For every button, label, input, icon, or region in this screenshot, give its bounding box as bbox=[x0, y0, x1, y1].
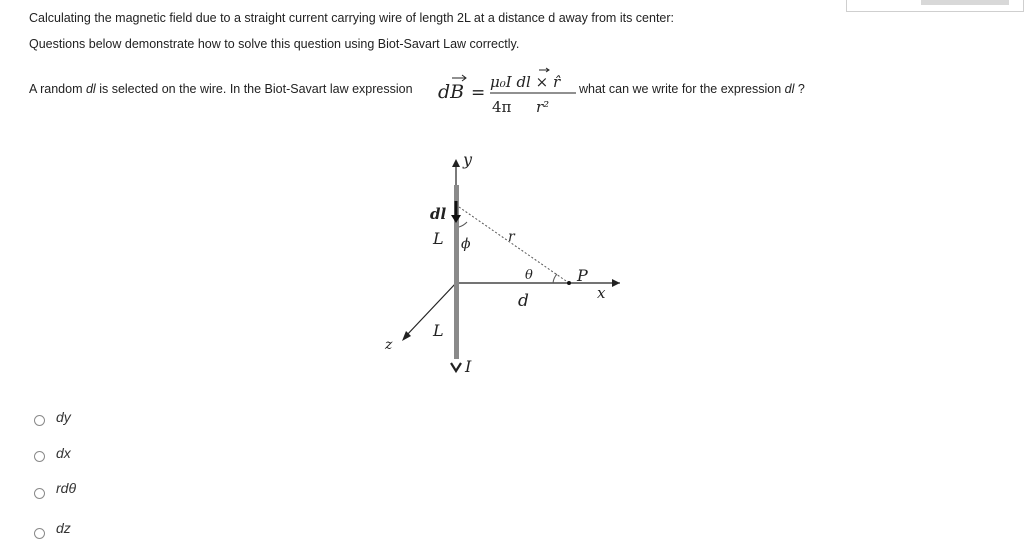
label-d: d bbox=[518, 291, 529, 311]
label-l-top: L bbox=[433, 229, 444, 248]
radio-button[interactable] bbox=[34, 488, 45, 499]
theta-arc bbox=[553, 274, 557, 283]
current-arrow-icon bbox=[451, 363, 461, 371]
label-z: z bbox=[385, 337, 393, 353]
option-label[interactable]: dx bbox=[56, 445, 71, 461]
question-prompt bbox=[29, 82, 413, 96]
option-label[interactable]: dy bbox=[56, 409, 71, 425]
radio-button[interactable] bbox=[34, 415, 45, 426]
z-axis bbox=[405, 283, 456, 337]
biot-savart-formula bbox=[436, 66, 581, 120]
y-axis-arrow-icon bbox=[452, 159, 460, 167]
formula-denominator-right: r² bbox=[536, 98, 550, 116]
label-dl: dl bbox=[430, 205, 447, 223]
dl-arrow-icon bbox=[451, 215, 461, 223]
radio-button[interactable] bbox=[34, 451, 45, 462]
option-label[interactable]: rdθ bbox=[56, 480, 77, 496]
prompt2-text-before: what can we write for the expression bbox=[579, 82, 785, 96]
question-prompt-continued bbox=[579, 82, 805, 96]
answer-option[interactable] bbox=[34, 520, 154, 540]
option-label[interactable]: dz bbox=[56, 520, 71, 536]
label-p: P bbox=[577, 266, 588, 285]
formula-lhs: dB bbox=[438, 81, 465, 103]
question-title: Calculating the magnetic field due to a straight current carrying wire of length 2L at a distance d away from its center: bbox=[29, 11, 675, 25]
label-phi: ϕ bbox=[461, 236, 471, 252]
radio-button[interactable] bbox=[34, 528, 45, 539]
answer-option[interactable] bbox=[34, 445, 154, 465]
answer-option[interactable] bbox=[34, 480, 154, 500]
point-p bbox=[567, 281, 571, 285]
label-y: y bbox=[463, 150, 473, 169]
wire-diagram bbox=[375, 145, 635, 385]
formula-equals: = bbox=[471, 83, 486, 103]
prompt2-text-after: ? bbox=[794, 82, 805, 96]
answer-option[interactable] bbox=[34, 409, 154, 429]
prompt-text-after: is selected on the wire. In the Biot-Savart law expression bbox=[95, 82, 413, 96]
label-r: r bbox=[508, 229, 515, 245]
question-subtitle: Questions below demonstrate how to solve this question using Biot-Savart Law correctly. bbox=[29, 37, 520, 51]
vector-arrow-l bbox=[539, 68, 549, 72]
label-theta: θ bbox=[525, 268, 533, 283]
formula-numerator: μ₀I dl × r̂ bbox=[490, 73, 561, 91]
x-axis-arrow-icon bbox=[612, 279, 620, 287]
prompt2-var: dl bbox=[784, 82, 795, 96]
formula-denominator-left: 4π bbox=[492, 98, 512, 116]
label-x: x bbox=[597, 284, 606, 302]
prompt-var: dl bbox=[85, 82, 96, 96]
r-line bbox=[459, 207, 569, 283]
label-l-bottom: L bbox=[433, 321, 444, 340]
phi-arc bbox=[459, 222, 467, 227]
prompt-text-before: A random bbox=[29, 82, 86, 96]
top-right-widget-bar bbox=[921, 0, 1009, 5]
top-right-widget bbox=[846, 0, 1024, 12]
label-i: I bbox=[465, 357, 472, 376]
